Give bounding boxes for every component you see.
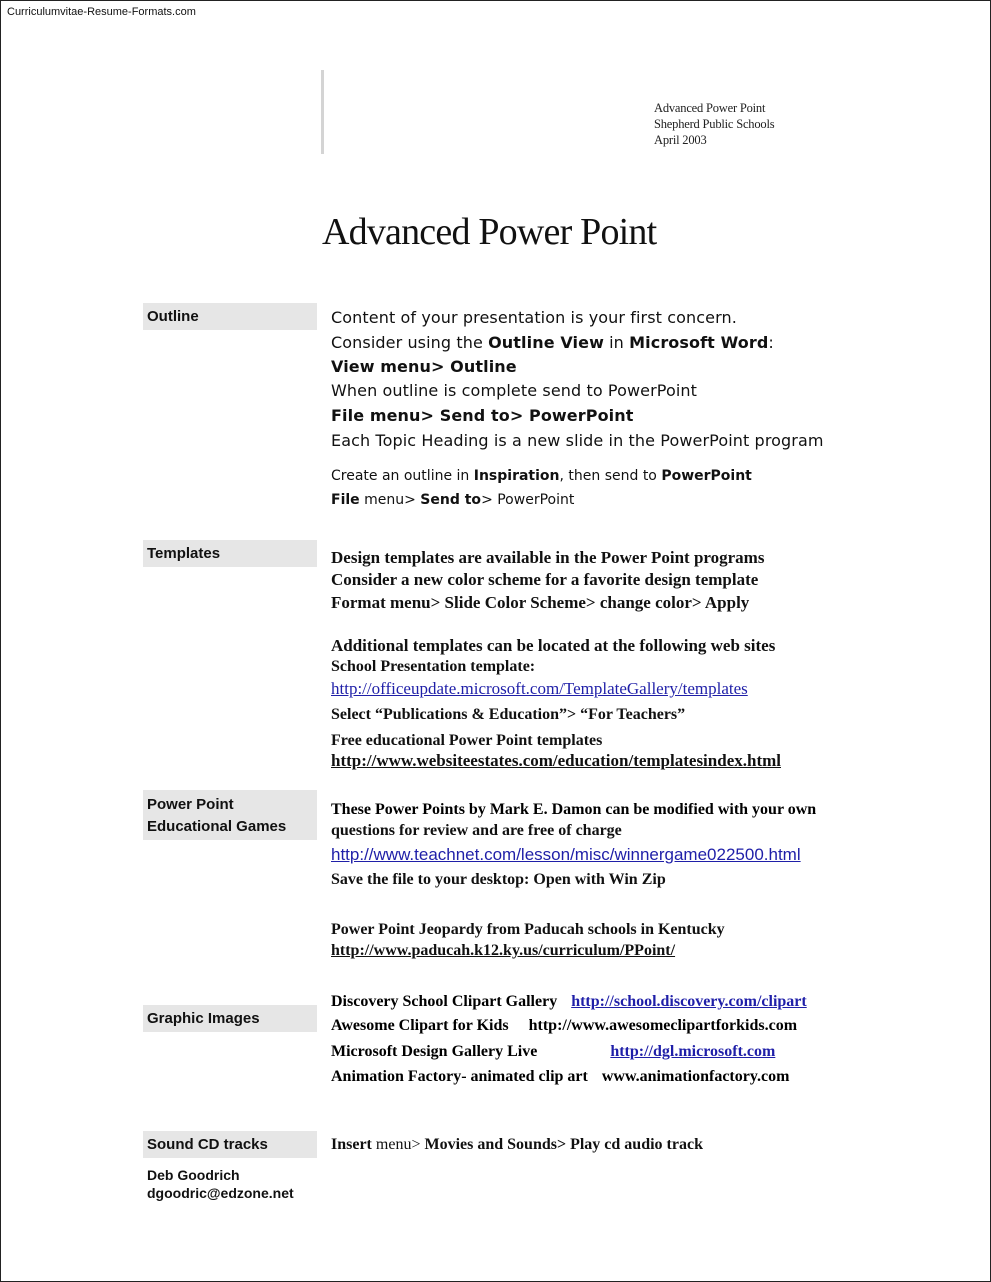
graphics-link-discovery[interactable]: http://school.discovery.com/clipart	[571, 993, 807, 1010]
header-course: Advanced Power Point	[654, 101, 766, 115]
section-label-templates: Templates	[143, 540, 317, 567]
games-line-5: Power Point Jeopardy from Paducah schools in Kentucky	[331, 921, 725, 938]
graphics-row-3	[331, 1043, 853, 1061]
graphics-link-animationfactory[interactable]: www.animationfactory.com	[601, 1068, 790, 1085]
games-link-teachnet[interactable]: http://www.teachnet.com/lesson/misc/winnergame022500.html	[331, 845, 801, 864]
templates-line-1: Design templates are available in the Power Point programs	[331, 548, 765, 567]
graphics-link-dgl[interactable]: http://dgl.microsoft.com	[610, 1043, 776, 1060]
games-line-1: These Power Points by Mark E. Damon can be modified with your own	[331, 801, 817, 818]
games-line-4: Save the file to your desktop: Open with Win Zip	[331, 871, 666, 888]
author-block	[147, 1166, 294, 1202]
outline-line-4: When outline is complete send to PowerPoint	[331, 381, 697, 400]
section-label-outline: Outline	[143, 303, 317, 330]
graphics-row-4	[331, 1068, 853, 1086]
graphics-row-4-name: Animation Factory- animated clip art	[331, 1068, 588, 1085]
templates-link-microsoft[interactable]: http://officeupdate.microsoft.com/TemplateGallery/templates	[331, 679, 748, 698]
outline-line-2: Consider using the Outline View in Microsoft Word:	[331, 333, 774, 352]
vertical-rule	[321, 70, 324, 154]
page-title: Advanced Power Point	[322, 211, 657, 253]
section-label-games-line-1: Power Point	[147, 796, 234, 813]
outline-line-6: Each Topic Heading is a new slide in the PowerPoint program	[331, 431, 824, 450]
graphics-row-1	[331, 993, 853, 1011]
watermark: Curriculumvitae-Resume-Formats.com	[7, 6, 196, 18]
section-label-games	[143, 790, 317, 840]
templates-line-7: Select “Publications & Education”> “For Teachers”	[331, 706, 686, 723]
author-email[interactable]: dgoodric@edzone.net	[147, 1185, 294, 1201]
section-label-sound: Sound CD tracks	[143, 1131, 317, 1158]
author-name: Deb Goodrich	[147, 1167, 240, 1183]
templates-line-3: Format menu> Slide Color Scheme> change color> Apply	[331, 593, 750, 612]
graphics-link-awesome[interactable]: http://www.awesomeclipartforkids.com	[528, 1017, 798, 1034]
graphics-row-2-name: Awesome Clipart for Kids	[331, 1017, 509, 1034]
header-school: Shepherd Public Schools	[654, 117, 775, 131]
section-label-graphics: Graphic Images	[143, 1005, 317, 1032]
outline-line-8: File menu> Send to> PowerPoint	[331, 492, 575, 508]
games-line-2: questions for review and are free of charge	[331, 822, 622, 839]
section-label-games-line-2: Educational Games	[147, 818, 287, 835]
outline-line-7: Create an outline in Inspiration, then send to PowerPoint	[331, 468, 752, 484]
outline-line-3: View menu> Outline	[331, 357, 517, 376]
templates-line-2: Consider a new color scheme for a favorite design template	[331, 570, 759, 589]
graphics-row-1-name: Discovery School Clipart Gallery	[331, 993, 558, 1010]
header-date: April 2003	[654, 133, 707, 147]
outline-line-5: File menu> Send to> PowerPoint	[331, 406, 634, 425]
templates-link-websiteestates[interactable]: http://www.websiteestates.com/education/templatesindex.html	[331, 751, 781, 770]
templates-line-5: School Presentation template:	[331, 658, 536, 675]
outline-line-1: Content of your presentation is your first concern.	[331, 308, 737, 327]
graphics-row-2	[331, 1017, 853, 1035]
games-link-paducah[interactable]: http://www.paducah.k12.ky.us/curriculum/PPoint/	[331, 942, 676, 959]
templates-line-4: Additional templates can be located at the following web sites	[331, 636, 776, 655]
templates-line-8: Free educational Power Point templates	[331, 732, 603, 749]
document-header	[654, 100, 774, 148]
sound-line-1: Insert menu> Movies and Sounds> Play cd audio track	[331, 1136, 703, 1153]
graphics-row-3-name: Microsoft Design Gallery Live	[331, 1043, 538, 1060]
